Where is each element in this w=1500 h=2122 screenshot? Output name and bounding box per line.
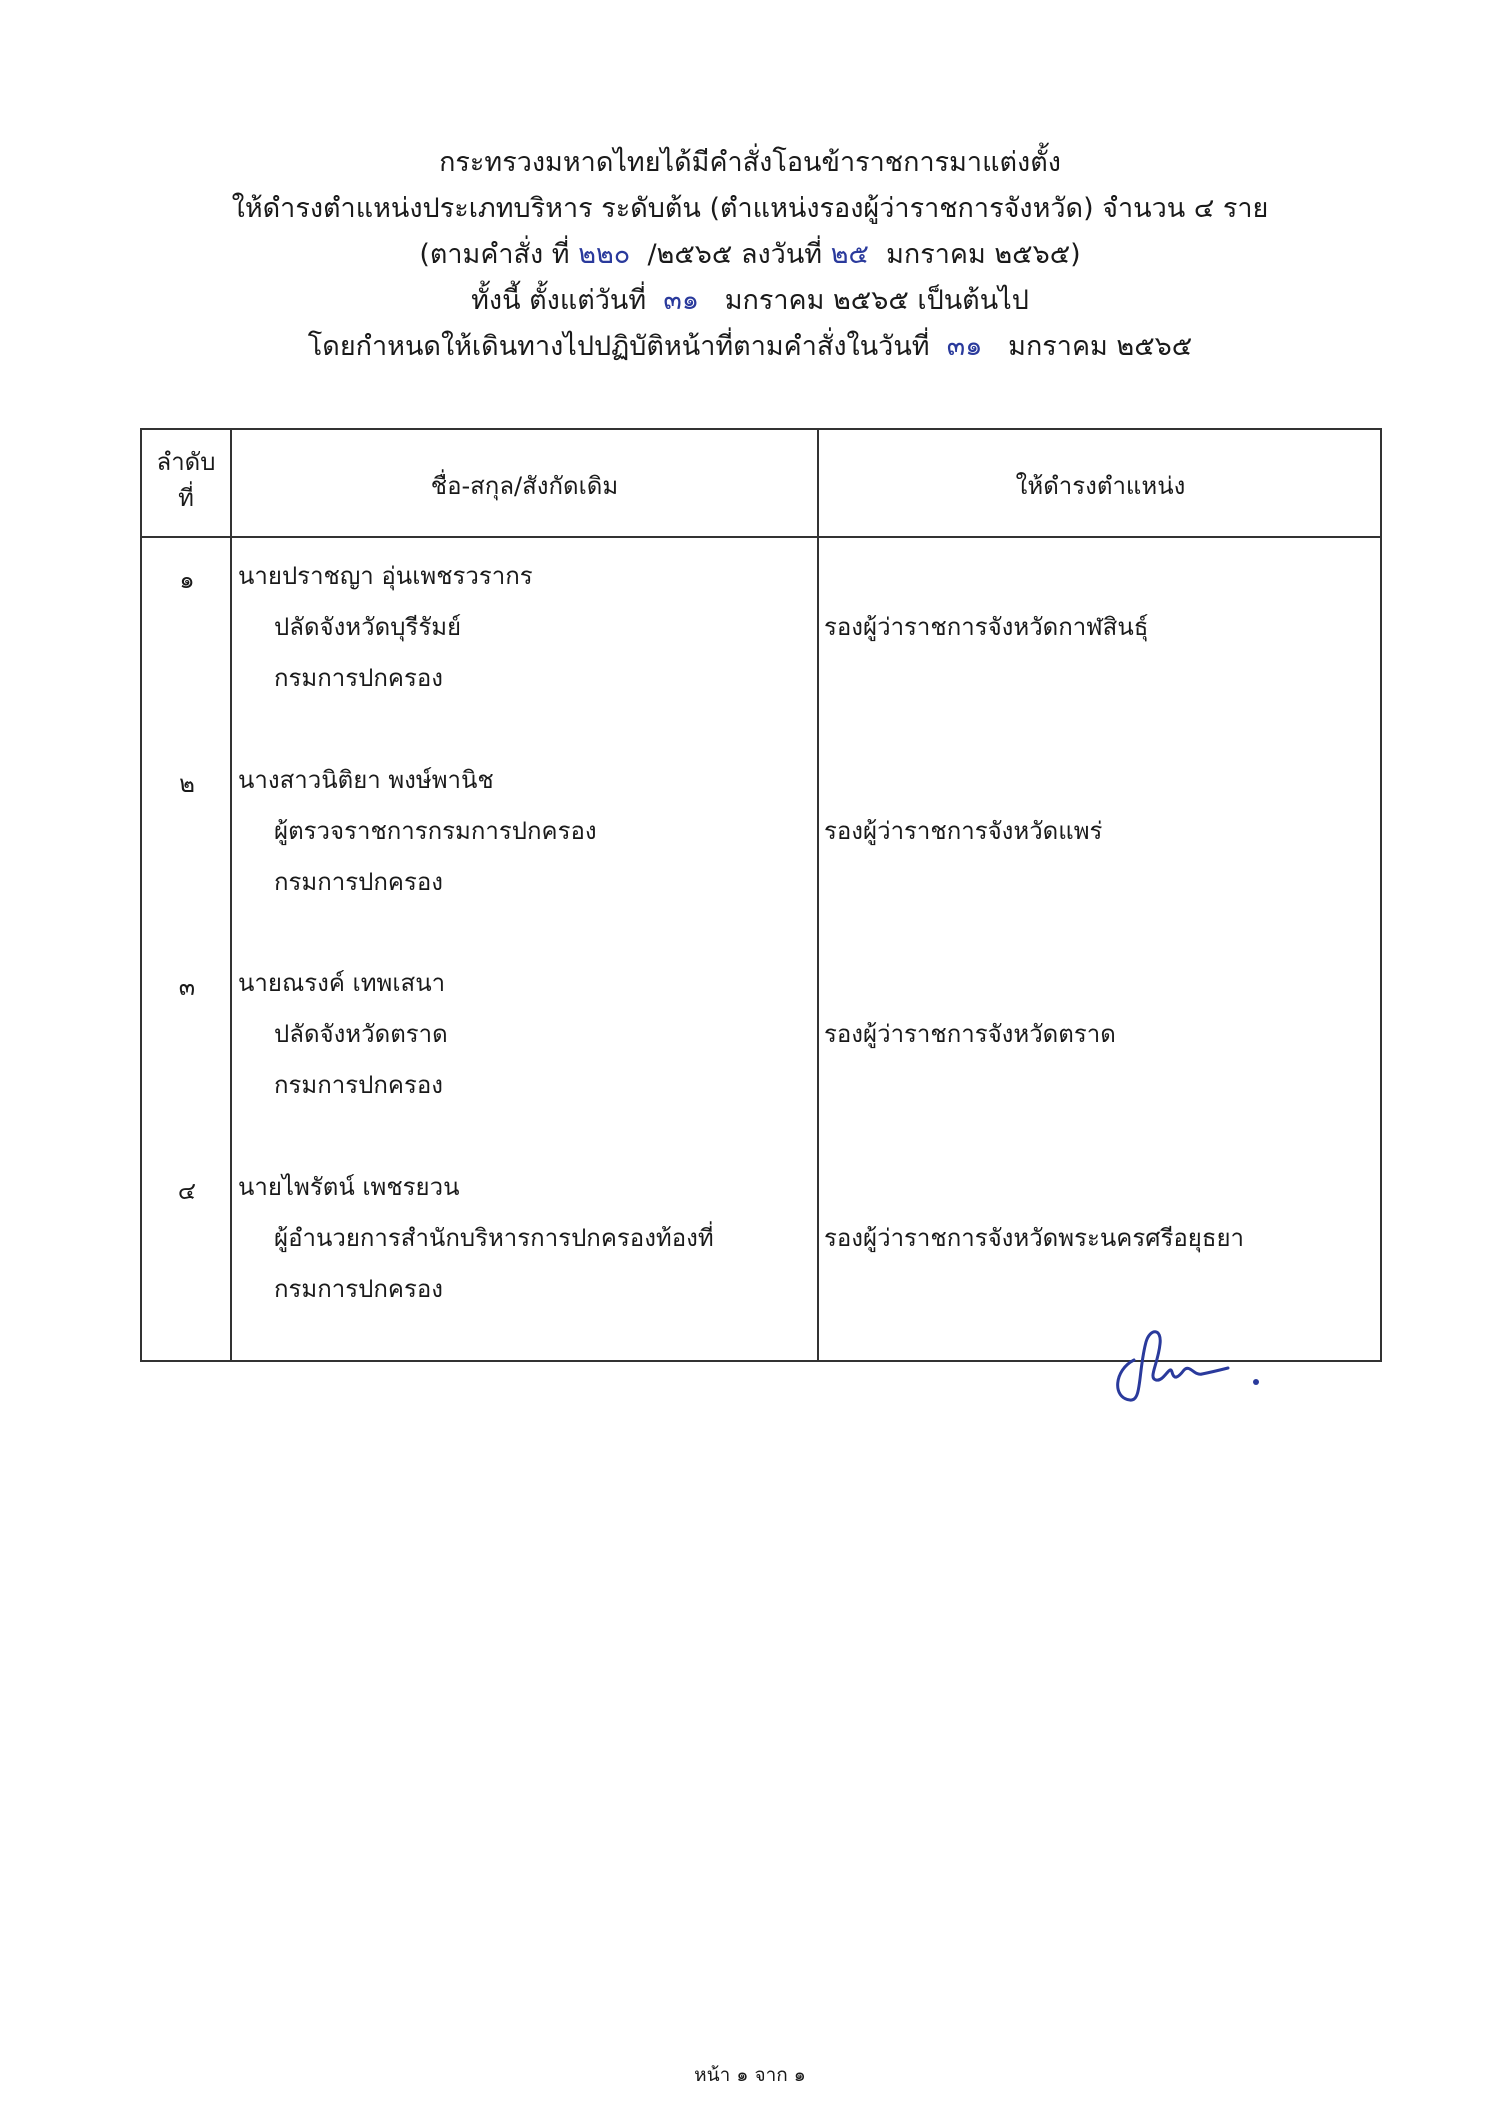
order-number: ๒๒๐ [578,239,631,270]
header-line-2: ให้ดำรงตำแหน่งประเภทบริหาร ระดับต้น (ตำแหน่งรองผู้ว่าราชการจังหวัด) จำนวน ๔ ราย [231,193,1269,224]
header-line-3 [0,232,1500,278]
new-position: รองผู้ว่าราชการจังหวัดตราด [824,1020,1116,1048]
old-position: ปลัดจังหวัดตราด [274,1020,448,1048]
report-month-year: มกราคม ๒๕๖๕ [1008,331,1193,362]
new-position: รองผู้ว่าราชการจังหวัดพระนครศรีอยุธยา [824,1224,1244,1252]
order-date-label: /๒๕๖๕ ลงวันที่ [647,239,823,270]
department: กรมการปกครอง [274,1275,443,1303]
old-position: ผู้ตรวจราชการกรมการปกครอง [274,817,597,845]
appointment-table [140,428,1382,1362]
col-header-order-line1: ลำดับ [156,448,216,476]
report-label: โดยกำหนดให้เดินทางไปปฏิบัติหน้าที่ตามคำสั่งในวันที่ [307,331,930,362]
person-name: นายปราชญา อุ่นเพชรวรากร [238,562,533,590]
person-name: นายณรงค์ เทพเสนา [238,969,446,997]
header-line-1: กระทรวงมหาดไทยได้มีคำสั่งโอนข้าราชการมาแต่งตั้ง [439,147,1061,178]
new-position: รองผู้ว่าราชการจังหวัดแพร่ [824,817,1103,845]
col-header-order-line2: ที่ [178,484,194,512]
department: กรมการปกครอง [274,664,443,692]
header-divider [142,536,1380,538]
person-name: นายไพรัตน์ เพชรยวน [238,1173,460,1201]
column-divider [817,430,819,1360]
order-month-year: มกราคม ๒๕๖๕) [886,239,1081,270]
effective-day: ๓๑ [663,285,699,316]
order-day: ๒๕ [830,239,869,270]
effective-label: ทั้งนี้ ตั้งแต่วันที่ [471,285,647,316]
department: กรมการปกครอง [274,868,443,896]
signature-mark [1108,1320,1268,1410]
order-prefix: (ตามคำสั่ง ที่ [419,239,570,270]
row-number: ๔ [177,1177,197,1205]
old-position: ปลัดจังหวัดบุรีรัมย์ [274,613,462,641]
old-position: ผู้อำนวยการสำนักบริหารการปกครองท้องที่ [274,1224,714,1252]
document-header [0,140,1500,370]
row-number: ๒ [179,770,195,798]
col-header-name: ชื่อ-สกุล/สังกัดเดิม [430,472,619,500]
row-number: ๓ [178,973,196,1001]
header-line-5 [0,324,1500,370]
header-line-4 [0,278,1500,324]
col-header-order [142,444,230,516]
effective-month-year: มกราคม ๒๕๖๕ เป็นต้นไป [724,285,1029,316]
row-number: ๑ [179,566,195,594]
report-day: ๓๑ [946,331,983,362]
new-position: รองผู้ว่าราชการจังหวัดกาฬสินธุ์ [824,613,1149,641]
page-number: หน้า ๑ จาก ๑ [694,2064,806,2086]
person-name: นางสาวนิติยา พงษ์พานิช [238,766,494,794]
col-header-position: ให้ดำรงตำแหน่ง [1015,472,1186,500]
department: กรมการปกครอง [274,1071,443,1099]
